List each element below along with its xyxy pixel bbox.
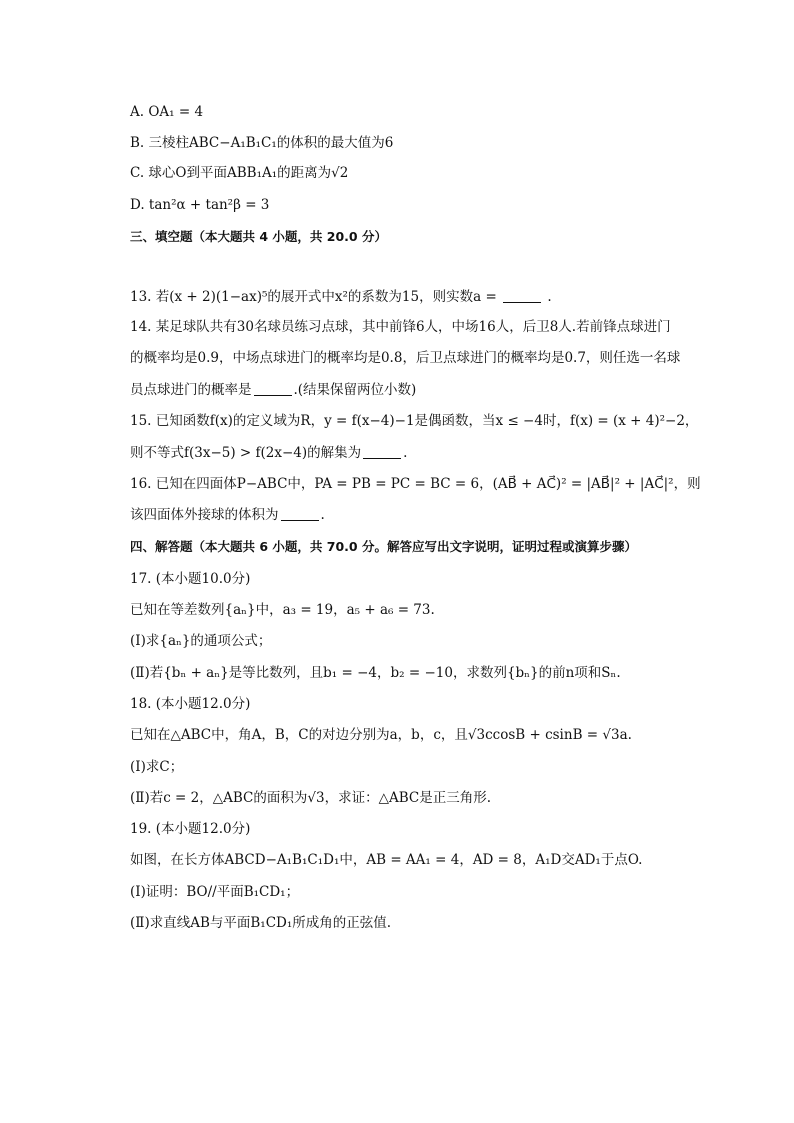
question-17-part-1: (Ⅰ)求{aₙ}的通项公式； xyxy=(130,633,272,649)
question-18-part-2: (Ⅱ)若c = 2，△ABC的面积为√3，求证：△ABC是正三角形. xyxy=(130,790,491,806)
question-19-title: 19. (本小题12.0分) xyxy=(130,821,251,837)
section-3-heading: 三、填空题（本大题共 4 小题，共 20.0 分） xyxy=(130,229,387,244)
option-b: B. 三棱柱ABC−A₁B₁C₁的体积的最大值为6 xyxy=(130,135,394,151)
question-18-stem: 已知在△ABC中，角A，B，C的对边分别为a，b，c，且√3ccosB + csinB = √3a. xyxy=(130,727,632,743)
question-19-stem: 如图，在长方体ABCD−A₁B₁C₁D₁中，AB = AA₁ = 4，AD = 8，A₁D交AD₁于点O. xyxy=(130,852,643,868)
question-16-line-1: 16. 已知在四面体P−ABC中，PA = PB = PC = BC = 6，(AB⃗ + AC⃗)² = |AB⃗|² + |AC⃗|²，则 xyxy=(130,476,701,492)
question-17-stem: 已知在等差数列{aₙ}中，a₃ = 19，a₅ + a₆ = 73. xyxy=(130,602,435,618)
option-c: C. 球心O到平面ABB₁A₁的距离为√2 xyxy=(130,165,349,181)
question-17-title: 17. (本小题10.0分) xyxy=(130,571,251,587)
question-16-line-2: 该四面体外接球的体积为 . xyxy=(130,507,325,523)
question-19-part-2: (Ⅱ)求直线AB与平面B₁CD₁所成角的正弦值. xyxy=(130,915,392,931)
q13-end: . xyxy=(547,289,552,305)
section-4-heading: 四、解答题（本大题共 6 小题，共 70.0 分。解答应写出文字说明，证明过程或演算步骤） xyxy=(130,539,637,554)
q15-answer-blank[interactable] xyxy=(363,444,401,459)
question-14-line-3: 员点球进门的概率是 .(结果保留两位小数) xyxy=(130,382,417,398)
question-14-line-2: 的概率均是0.9，中场点球进门的概率均是0.8，后卫点球进门的概率均是0.7，则任选一名球 xyxy=(130,350,681,366)
question-18-part-1: (Ⅰ)求C； xyxy=(130,759,184,775)
option-a: A. OA₁ = 4 xyxy=(130,104,204,120)
q14-answer-blank[interactable] xyxy=(254,381,292,396)
question-15-line-1: 15. 已知函数f(x)的定义域为R，y = f(x−4)−1是偶函数，当x ≤ −4时，f(x) = (x + 4)²−2， xyxy=(130,413,699,429)
q13-answer-blank[interactable] xyxy=(503,288,541,303)
question-15-line-2: 则不等式f(3x−5) > f(2x−4)的解集为 . xyxy=(130,445,408,461)
option-d: D. tan²α + tan²β = 3 xyxy=(130,197,270,213)
q16-answer-blank[interactable] xyxy=(281,506,319,521)
question-19-part-1: (Ⅰ)证明：BO//平面B₁CD₁； xyxy=(130,884,300,900)
question-14-line-1: 14. 某足球队共有30名球员练习点球，其中前锋6人，中场16人，后卫8人.若前锋点球进门 xyxy=(130,319,671,335)
question-18-title: 18. (本小题12.0分) xyxy=(130,696,251,712)
question-13 xyxy=(130,288,552,306)
question-17-part-2: (Ⅱ)若{bₙ + aₙ}是等比数列，且b₁ = −4，b₂ = −10，求数列{bₙ}的前n项和Sₙ. xyxy=(130,665,621,681)
q13-text: 13. 若(x + 2)(1−ax)⁵的展开式中x²的系数为15，则实数a = xyxy=(130,289,497,305)
